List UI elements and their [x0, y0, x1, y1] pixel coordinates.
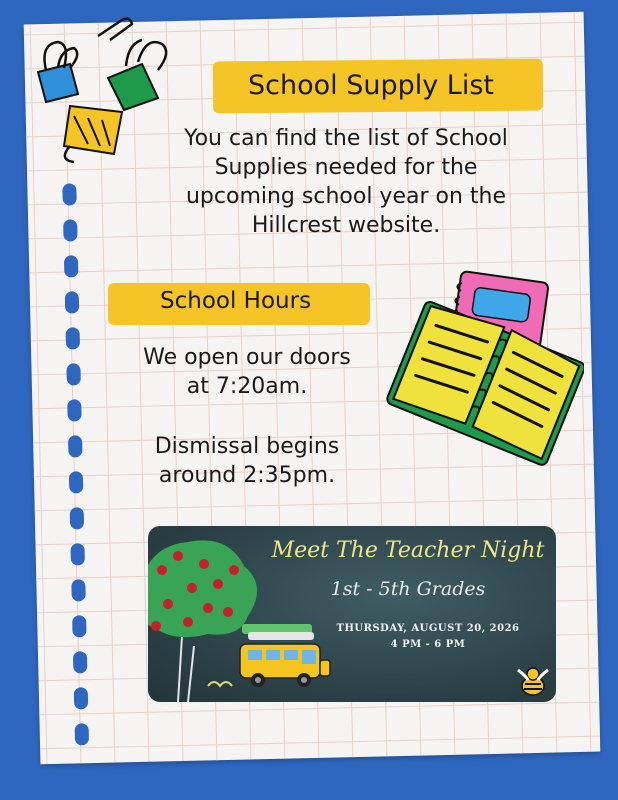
event-card — [148, 526, 556, 702]
supply-line: Hillcrest website. — [251, 213, 441, 238]
event-date: THURSDAY, AUGUST 20, 2026 — [336, 623, 520, 634]
hours-dismissal — [122, 432, 372, 490]
supply-heading: School Supply List — [248, 70, 495, 101]
hours-heading: School Hours — [160, 288, 312, 314]
supply-line: Supplies needed for the — [214, 155, 478, 180]
hours-line: We open our doors — [143, 345, 351, 370]
supply-description — [160, 124, 532, 240]
event-title: Meet The Teacher Night — [271, 538, 545, 563]
supply-line: upcoming school year on the — [185, 184, 506, 209]
hornet-mascot-icon — [514, 664, 552, 698]
event-time: 4 PM - 6 PM — [390, 639, 466, 650]
event-grades: 1st - 5th Grades — [330, 578, 486, 600]
notebooks-icon — [384, 268, 584, 468]
hours-line: Dismissal begins — [154, 434, 340, 459]
hours-line: at 7:20am. — [186, 374, 308, 399]
hours-line: around 2:35pm. — [158, 463, 336, 488]
hours-open — [122, 343, 372, 401]
supply-line: You can find the list of School — [184, 126, 508, 151]
